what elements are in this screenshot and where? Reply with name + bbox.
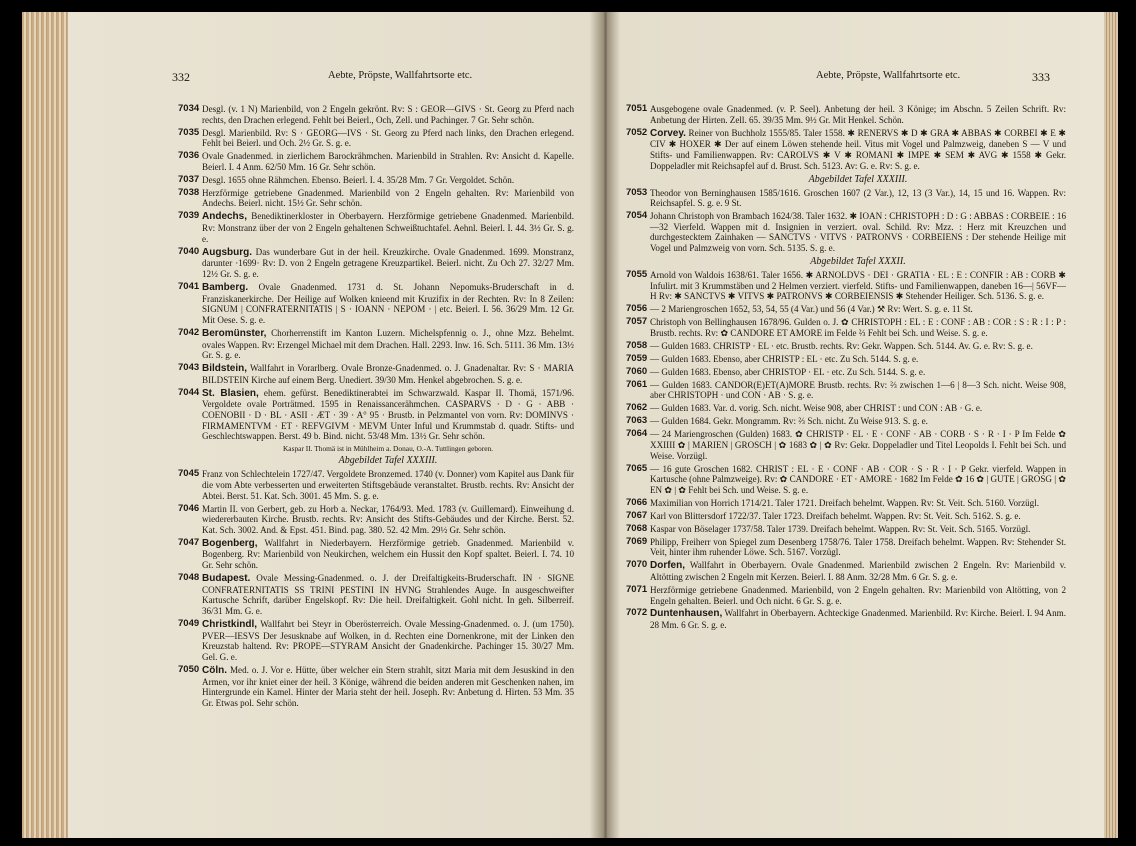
lot-text: Theodor von Berninghausen 1585/1616. Groschen 1607 (2 Var.), 12, 13 (3 Var.), 14, 15 und 16. Wappen. Rv: Reichsapfel. S. g. e. 9 St. [650,187,1066,209]
lot-text: — Gulden 1683. Ebenso, aber CHRISTOP · EL · etc. Zu Sch. 5144. S. g. e. [650,366,926,377]
catalog-entry [178,504,574,536]
lot-description [650,416,1066,427]
book-gutter [590,12,620,838]
lot-number: 7061 [626,378,648,390]
lot-number: 7055 [626,269,648,281]
place-name: St. Blasien, [202,387,259,399]
catalog-entry [626,608,1066,630]
catalog-entry [626,524,1066,535]
catalog-entry [178,469,574,501]
lot-number: 7045 [178,468,200,480]
lot-description [650,270,1066,302]
lot-text: Ovale Gnadenmed. 1731 d. St. Johann Nepomuks-Bruderschaft in d. Franziskanerkirche. Der Heilige auf Wolken knieend mit Kruzifix in der Rechten. Rv: In 8 Zeilen: SIGNUM | CONFRATERNITATIS | S · IOANN · NEPOM · | etc. Beierl. I. 56. 36/29 Mm. 12 Gr. Mit Oese. S. g. e. [202,281,574,325]
lot-number: 7040 [178,245,200,257]
catalog-entry [178,573,574,617]
lot-number: 7067 [626,509,648,521]
lot-text: Das wunderbare Gut in der heil. Kreuzkirche. Ovale Gnadenmed. 1699. Monstranz, darunter ·1699· Rv: D. von 2 Engeln getragene Kreuzpartikel. Beierl. nicht. Zu Och 27. 32/27 Mm. 12½ Gr. S. g. e. [202,246,574,279]
lot-description [202,619,574,663]
lot-description [202,665,574,709]
catalog-entry [626,464,1066,496]
lot-description [202,328,574,361]
lot-number: 7054 [626,210,648,222]
lot-description [202,388,574,442]
lot-number: 7047 [178,536,200,548]
lot-text: Benediktinerkloster in Oberbayern. Herzförmige getriebene Gnadenmed. Marienbild. Rv: Monstranz über der von 2 Engeln gehaltenen Schweißtuchtafel. Aehnl. Beierl. I. 44. 3½ Gr. S. g. e. [202,211,574,244]
lot-text: Maximilian von Horrich 1714/21. Taler 1721. Dreifach behelmt. Wappen. Rv: St. Veit. Sch. 5160. Vorzügl. [650,497,1040,508]
lot-description [202,538,574,571]
lot-description [650,104,1066,125]
lot-description [202,151,574,172]
catalog-entry [626,270,1066,302]
place-name: Beromünster, [202,327,267,339]
lot-description [650,511,1066,522]
lot-number: 7068 [626,522,648,534]
lot-text: Christoph von Bellinghausen 1678/96. Gulden o. J. ✿ CHRISTOPH : EL : E : CONF : AB : COR : S : R : I : P : Brustb. rechts. Rv: ✿ CANDORE ET AMORE im Felde ⅔ Fehlt bei Sch. und Weise. S. g. e. [650,317,1066,338]
catalog-entry [178,328,574,361]
lot-text: Arnold von Waldois 1638/61. Taler 1656. ✱ ARNOLDVS · DEI · GRATIA · EL : E : CONFIR : AB : CORB ✱ Infulirt. mit 3 Krummstäben und 2 Helmen verziert. vierfeld. Stifts- und Familienwappen, daneben 16—| 56VF—H Rv: ✱ SANCTVS ✱ VITVS ✱ PATRONVS ✱ CORBEIENSIS ✱ Stehender Heiliger. Sch. 5136. S. g. e. [650,270,1066,302]
lot-number: 7035 [178,126,200,138]
lot-text: — 2 Mariengroschen 1652, 53, 54, 55 (4 Var.) und 56 (4 Var.) ⚒ Rv: Wert. S. g. e. 11 St. [650,304,973,315]
lot-number: 7070 [626,559,648,571]
catalog-entry [626,585,1066,606]
catalog-entry [178,175,574,186]
lot-text: Wallfahrt in Niederbayern. Herzförmige getrieb. Gnadenmed. Marienbild v. Bogenberg. Rv: Marienbild von Neukirchen, welchem ein Hussit den Kopf spaltet. Beierl. I. 74. 10 Gr. Sehr schön. [202,537,575,571]
lot-description [202,573,574,617]
lot-description [650,380,1066,401]
catalog-entry [626,511,1066,522]
lot-description [202,504,574,536]
lot-description [650,608,1066,630]
running-header: Aebte, Pröpste, Wallfahrtsorte etc. [328,70,473,81]
running-header: Aebte, Pröpste, Wallfahrtsorte etc. [816,70,961,81]
lot-text: Wallfahrt bei Steyr in Oberösterreich. Ovale Messing-Gnadenmed. o. J. (um 1750). PVER—IESVS Der Jesusknabe auf Wolken, in d. Rechten eine Dornenkrone, mit der Linken den Kreuzstab haltend. Rv: PROPE—STYRAM Ansicht der Gnadenkirche. Pachinger 15. 30/27 Mm. Gel. G. e. [202,619,574,662]
lot-text: — 24 Mariengroschen (Gulden) 1683. ✿ CHRISTP · EL · E · CONF · AB · CORB · S · R · I · P Im Felde ✿ XXIIII ✿ | MARIEN | GROSCH | ✿ 1683 ✿ | ✿ Rv: Gekr. Doppeladler und Titel Leopolds I. Fehlt bei Sch. und Weise. Vorzügl. [650,429,1066,461]
right-page [620,12,1104,838]
place-name: Dorfen, [650,560,685,572]
open-book [22,12,1118,838]
lot-number: 7052 [626,126,648,138]
lot-number: 7044 [178,386,200,398]
catalog-entry [626,560,1066,582]
lot-text: Herzförmige getriebene Gnadenmed. Marienbild, von 2 Engeln gehalten. Rv: Marienbild von Altötting, von 2 Engeln gehalten. Beierl. und Och nicht. 6 Gr. S. g. e. [650,584,1066,606]
lot-text: Chorherrenstift im Kanton Luzern. Michelspfennig o. J., ohne Mzz. Behelmt. ovales Wappen. Rv: Erzengel Michael mit dem Drachen. Hall. 2293. Inw. 16. Sch. 5111. 36 Mm. 13½ Gr. S. g. e. [202,327,574,361]
lot-description [202,188,574,209]
lot-description [650,498,1066,509]
lot-text: Herzförmige getriebene Gnadenmed. Marienbild von 2 Engeln gehalten. Rv: Marienbild von Andechs. Beierl. nicht. 15½ Gr. Sehr schön. [202,187,574,209]
lot-number: 7034 [178,103,200,114]
left-page [68,12,590,838]
catalog-entry [626,403,1066,414]
lot-number: 7056 [626,303,648,315]
lot-number: 7065 [626,462,648,474]
lot-number: 7037 [178,173,200,185]
lot-text: Ovale Messing-Gnadenmed. o. J. der Dreifaltigkeits-Bruderschaft. IN · SIGNE CONFRATERNITATIS SS TRINI PESTINI IN HVNG Strahlendes Auge. In ausgeschweifter Kartusche Schrift, darüber Engelskopf. Rv: Die heil. Dreifaltigkeit. Gohl nicht. In geh. Silberreif. 36/31 Mm. G. e. [202,573,574,617]
lot-number: 7063 [626,415,648,427]
lot-text: Desgl. Marienbild. Rv: S · GEORG—IVS · St. Georg zu Pferd nach links, den Drachen erlegend. Fehlt bei Beierl. und Och. 2½ Gr. S. g. e. [202,127,574,149]
lot-number: 7043 [178,362,200,374]
right-page-content [626,104,1066,633]
page-number: 332 [172,70,190,84]
lot-text: Wallfahrt in Vorarlberg. Ovale Bronze-Gnadenmed. o. J. Gnadenaltar. Rv: S · MARIA BILDSTEIN Kirche auf einem Berg. Unediert. 39/30 Mm. Henkel abgebrochen. S. g. e. [202,363,574,385]
lot-description [202,469,574,501]
lot-number: 7053 [626,186,648,198]
catalog-entry [178,282,574,326]
lot-number: 7039 [178,210,200,222]
catalog-entry [178,388,574,442]
lot-number: 7071 [626,583,648,595]
lot-number: 7057 [626,316,648,328]
place-name: Christkindl, [202,619,258,631]
page-number: 333 [1032,70,1050,84]
lot-number: 7060 [626,365,648,377]
footnote: Kaspar II. Thomä ist in Mühlheim a. Donau, O.-A. Tuttlingen geboren. [282,444,494,454]
lot-text: — Gulden 1683. Ebenso, aber CHRISTP : EL · etc. Zu Sch. 5144. S. g. e. [650,353,919,364]
book-page-edges-right [1104,12,1118,838]
catalog-entry [178,128,574,149]
catalog-entry [178,104,574,125]
lot-text: Karl von Blittersdorf 1722/37. Taler 1723. Dreifach behelmt. Wappen. Rv: St. Veit. Sch. 5162. S. g. e. [650,510,1021,521]
catalog-entry [626,498,1066,509]
lot-number: 7072 [626,607,648,619]
place-name: Bogenberg, [202,537,258,549]
catalog-entry [626,537,1066,558]
catalog-entry [178,363,574,385]
lot-text: — Gulden 1683. Var. d. vorig. Sch. nicht. Weise 908, aber CHRIST : und CON : AB · G. e. [650,403,983,414]
lot-description [650,341,1066,352]
lot-number: 7036 [178,150,200,162]
lot-text: ehem. gefürst. Benediktinerabtei im Schwarzwald. Kaspar II. Thomä, 1571/96. Vergoldete ovale Porträtmed. 1595 in Renaissancerähmchen. CASPARVS · D · G · ABB · COENOBII · D · BL · ASII · ÆT · 39 · A° 95 · Brustb. in Pelzmantel von vorn. Rv: DOMINVS · FIRMAMENTVM · ET · REFVGIVM · MEVM Unter Inful und Krummstab d. quadr. Stifts- und Geschlechtswappen. Berst. 49 b. Bind. nicht. 53/48 Mm. 13½ Gr. Sehr schön. [202,387,574,442]
catalog-entry [626,304,1066,315]
lot-text: — Gulden 1684. Gekr. Mongramm. Rv: ⅔ Sch. nicht. Zu Weise 913. S. g. e. [650,416,928,427]
place-name: Bamberg. [202,281,249,293]
lot-number: 7066 [626,496,648,508]
lot-description [650,560,1066,582]
catalog-entry [626,341,1066,352]
lot-text: Franz von Schlechtelein 1727/47. Vergoldete Bronzemed. 1740 (v. Donner) vom Kapitel aus Dank für die vom Abte verbesserten und erweiterten Stiftsgebäude veranstaltet. Brustb. rechts. Rv: Ansicht der Abtei. Berst. 51. Kat. Sch. 3001. 45 Mm. S. g. e. [202,469,574,501]
lot-description [650,211,1066,254]
catalog-entry [626,104,1066,125]
catalog-entry [626,367,1066,378]
lot-text: Kaspar von Böselager 1737/58. Taler 1739. Dreifach behelmt. Wappen. Rv: St. Veit. Sch. 5165. Vorzügl. [650,523,1031,534]
left-page-content [178,104,574,711]
lot-description [202,211,574,244]
catalog-entry [626,380,1066,401]
lot-text: Desgl. 1655 ohne Rähmchen. Ebenso. Beierl. I. 4. 35/28 Mm. 7 Gr. Vergoldet. Schön. [202,174,515,185]
lot-description [202,363,574,385]
lot-description [202,175,574,186]
lot-text: Desgl. (v. 1 N) Marienbild, von 2 Engeln gekrönt. Rv: S : GEOR—GIVS · St. Georg zu Pferd nach rechts, den Drachen erlegend. Fehlt bei Beierl., Och, Zell. und Pachinger. 7 Gr. Sehr schön. [202,104,574,125]
lot-description [650,429,1066,461]
catalog-entry [178,619,574,663]
catalog-entry [626,317,1066,338]
catalog-entry [178,211,574,244]
lot-description [650,403,1066,414]
place-name: Augsburg. [202,246,252,258]
catalog-entry [178,188,574,209]
catalog-entry [178,247,574,280]
lot-number: 7038 [178,186,200,198]
lot-description [650,537,1066,558]
right-page-header [620,70,1104,88]
lot-description [202,282,574,326]
catalog-entry [626,354,1066,365]
catalog-entry [178,151,574,172]
plate-caption: Abgebildet Tafel XXXII. [810,256,906,268]
lot-number: 7042 [178,326,200,338]
lot-description [650,304,1066,315]
lot-description [650,354,1066,365]
lot-text: Wallfahrt in Oberbayern. Ovale Gnadenmed. Marienbild zwischen 2 Engeln. Rv: Marienbild v. Altötting zwischen 2 Engeln mit Kerzen. Beierl. I. 88 Anm. 32/28 Mm. 6 Gr. S. g. e. [650,560,1066,582]
lot-text: — Gulden 1683. CHRISTP · EL · etc. Brustb. rechts. Rv: Gekr. Wappen. Sch. 5144. Av. G. e. Rv: S. g. e. [650,340,1033,351]
place-name: Cöln. [202,664,227,676]
lot-number: 7049 [178,618,200,630]
place-name: Andechs, [202,211,248,223]
lot-description [650,464,1066,496]
place-name: Duntenhausen, [650,608,723,620]
lot-text: Philipp, Freiherr von Spiegel zum Desenberg 1758/76. Taler 1758. Dreifach behelmt. Wappen. Rv: Stehender St. Veit, hinter ihm ruhender Löwe. Sch. 5167. Vorzügl. [650,536,1066,558]
lot-description [202,247,574,280]
lot-text: — 16 gute Groschen 1682. CHRIST : EL · E · CONF · AB · COR · S · R · I · P Gekr. vierfeld. Wappen in Kartusche (ohne Palmzweige). Rv: ✿ CANDORE · ET · AMORE · 1682 Im Felde ✿ 16 ✿ | GUTE | GROSG | ✿ EN ✿ | ✿ Fehlt bei Sch. und Weise. S. g. e. [650,463,1066,495]
lot-number: 7058 [626,339,648,351]
catalog-entry [178,665,574,709]
lot-number: 7069 [626,535,648,547]
lot-number: 7046 [178,502,200,514]
lot-description [650,367,1066,378]
catalog-entry [626,128,1066,172]
lot-description [202,128,574,149]
plate-caption: Abgebildet Tafel XXXIII. [808,173,908,185]
catalog-entry [178,538,574,571]
lot-description [650,585,1066,606]
lot-description [202,104,574,125]
left-page-header [68,70,590,88]
lot-text: Ovale Gnadenmed. in zierlichem Barockrähmchen. Marienbild in Strahlen. Rv: Ansicht d. Kapelle. Beierl. I. 4 Anm. 62/50 Mm. 16 Gr. Sehr schön. [202,151,574,172]
place-name: Bildstein, [202,363,248,375]
lot-description [650,188,1066,209]
lot-number: 7051 [626,103,648,114]
lot-text: Ausgebogene ovale Gnadenmed. (v. P. Seel). Anbetung der heil. 3 Könige; im Abschn. 5 Zeilen Schrift. Rv: Anbetung der Hirten. Zell. 65. 39/35 Mm. 9½ Gr. Mit Henkel. Schön. [650,104,1066,125]
lot-number: 7059 [626,352,648,364]
lot-text: Med. o. J. Vor e. Hütte, über welcher ein Stern strahlt, sitzt Maria mit dem Jesuskind in den Armen, vor ihr kniet einer der heil. 3 Könige, während die beiden anderen mit Geschenken nahen, im Hintergrunde ein Kamel. Hinter der Maria steht der heil. Joseph. Rv: Anbetung d. Hirten. 53 Mm. 35 Gr. Etwas pol. Sehr schön. [202,664,574,708]
lot-text: Reiner von Buchholz 1555/85. Taler 1558. ✱ RENERVS ✱ D ✱ GRA ✱ ABBAS ✱ CORBEI ✱ E ✱ CIV ✱ HOXER ✱ Der auf einem Löwen stehende heil. Vitus mit Vogel und Palmzweig, daneben S — V und Stifts- und Familienwappen. Rv: CAROLVS ✱ V ✱ ROMANI ✱ IMPE ✱ SEM ✱ AVG ✱ 1558 ✱ Gekr. Doppeladler mit Reichsapfel auf d. Brust. Sch. 5123. Av: G. e. Rv: S. g. e. [650,127,1066,171]
catalog-entry [626,188,1066,209]
lot-description [650,524,1066,535]
lot-text: Johann Christoph von Brambach 1624/38. Taler 1632. ✱ IOAN : CHRISTOPH : D : G : ABBAS : CORBEIE : 16—32 Vierfeld. Wappen mit d. Insignien in verziert. oval. Schild. Rv: Mzz. : Herz mit Kreuzchen und durchgestecktem Zainhaken — SANCTVS · VITVS · PATRONVS · CORBEIENS : Der stehende Heilige mit Vogel und Palmzweig von vorn. Sch. 5135. S. g. e. [650,211,1066,254]
lot-number: 7041 [178,280,200,292]
catalog-entry [626,429,1066,461]
lot-description [650,128,1066,172]
lot-number: 7050 [178,663,200,675]
lot-number: 7062 [626,402,648,414]
catalog-entry [626,416,1066,427]
lot-text: Wallfahrt in Oberbayern. Achteckige Gnadenmed. Marienbild. Rv: Kirche. Beierl. I. 94 Anm. 28 Mm. 6 Gr. S. g. e. [650,608,1066,631]
place-name: Corvey. [650,127,686,139]
plate-caption: Abgebildet Tafel XXXIII. [338,455,438,467]
lot-text: — Gulden 1683. CANDOR(E)ET(A)MORE Brustb. rechts. Rv: ⅔ zwischen 1—6 | 8—3 Sch. nicht. Weise 908, aber CHRISTOPH · und CON · AB · S. g. e. [650,379,1066,401]
catalog-entry [626,211,1066,254]
lot-number: 7048 [178,572,200,584]
lot-number: 7064 [626,428,648,440]
book-page-edges-left [22,12,68,838]
place-name: Budapest. [202,573,251,585]
lot-text: Martin II. von Gerbert, geb. zu Horb a. Neckar, 1764/93. Med. 1783 (v. Guillemard). Einweihung d. wiedererbauten Kirche. Brustb. rechts. Rv: Ansicht des Stifts-Gebäudes und der Kirche. Berst. 52. Kat. Sch. 3002. And. & Epst. 451. Bind. pag. 380. 52. 42 Mm. 29½ Gr. Sehr schön. [202,503,574,535]
lot-description [650,317,1066,338]
